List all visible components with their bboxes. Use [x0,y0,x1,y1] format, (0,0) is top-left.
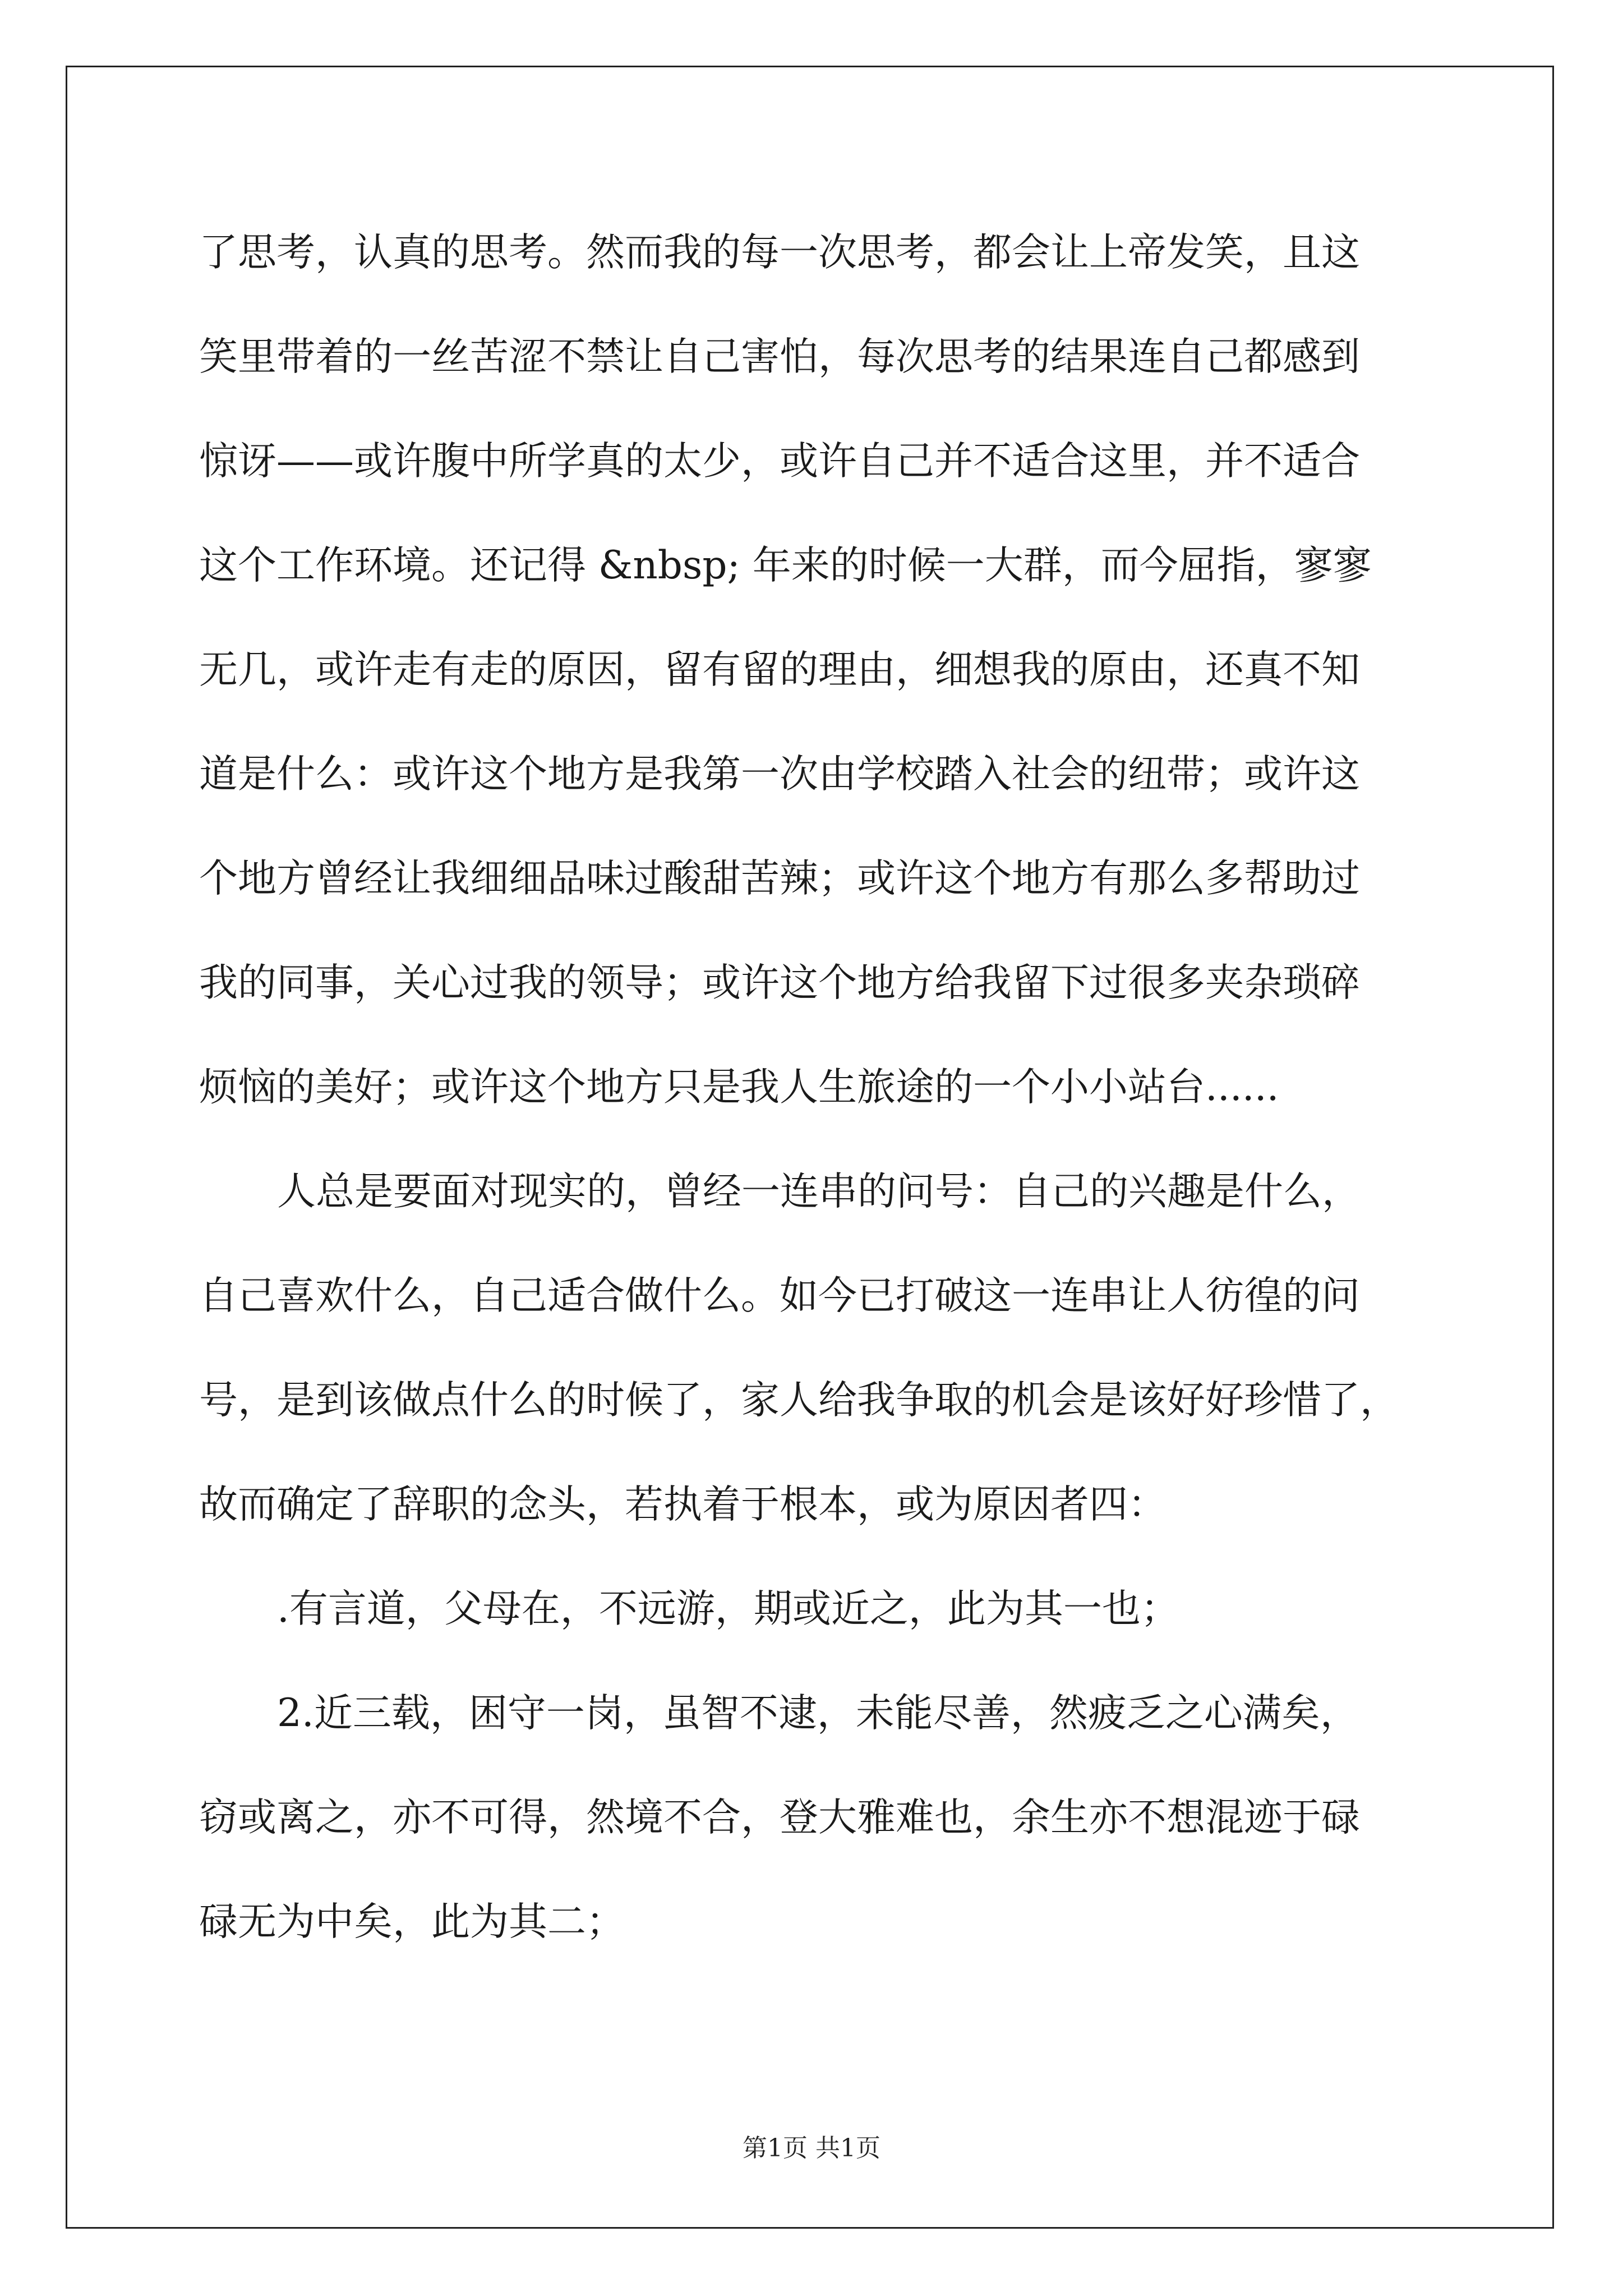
text-line: 道是什么：或许这个地方是我第一次由学校踏入社会的纽带；或许这 [199,752,1360,797]
text-line: 人总是要面对现实的，曾经一连串的问号：自己的兴趣是什么， [277,1169,1361,1214]
text-line: 2.近三载，困守一岗，虽智不逮，未能尽善，然疲乏之心满矣， [277,1691,1359,1736]
text-line: 惊讶——或许腹中所学真的太少，或许自己并不适合这里，并不适合 [199,439,1360,484]
page-footer: 第1页 共1页 [743,2134,880,2162]
text-line: .有言道，父母在，不远游，期或近之，此为其一也； [277,1586,1179,1631]
text-line: 我的同事，关心过我的领导；或许这个地方给我留下过很多夹杂琐碎 [199,960,1360,1005]
text-line: 号，是到该做点什么的时候了，家人给我争取的机会是该好好珍惜了， [199,1378,1399,1423]
text-line: 自己喜欢什么，自己适合做什么。如今已打破这一连串让人彷徨的问 [199,1273,1360,1318]
text-line: 烦恼的美好；或许这个地方只是我人生旅途的一个小小站台...... [199,1065,1279,1110]
text-line: 笑里带着的一丝苦涩不禁让自己害怕，每次思考的结果连自己都感到 [199,334,1360,379]
text-line: 窃或离之，亦不可得，然境不合，登大雅难也，余生亦不想混迹于碌 [199,1795,1360,1840]
text-line: 个地方曾经让我细细品味过酸甜苦辣；或许这个地方有那么多帮助过 [199,856,1360,901]
text-line: 碌无为中矣，此为其二； [199,1899,625,1944]
text-line: 这个工作环境。还记得 &nbsp; 年来的时候一大群，而今屈指，寥寥 [199,543,1372,588]
text-line: 无几，或许走有走的原因，留有留的理由，细想我的原由，还真不知 [199,647,1360,692]
document-body [199,219,1455,1993]
text-line: 了思考，认真的思考。然而我的每一次思考，都会让上帝发笑，且这 [199,230,1360,275]
text-line: 故而确定了辞职的念头，若执着于根本，或为原因者四： [199,1482,1166,1527]
